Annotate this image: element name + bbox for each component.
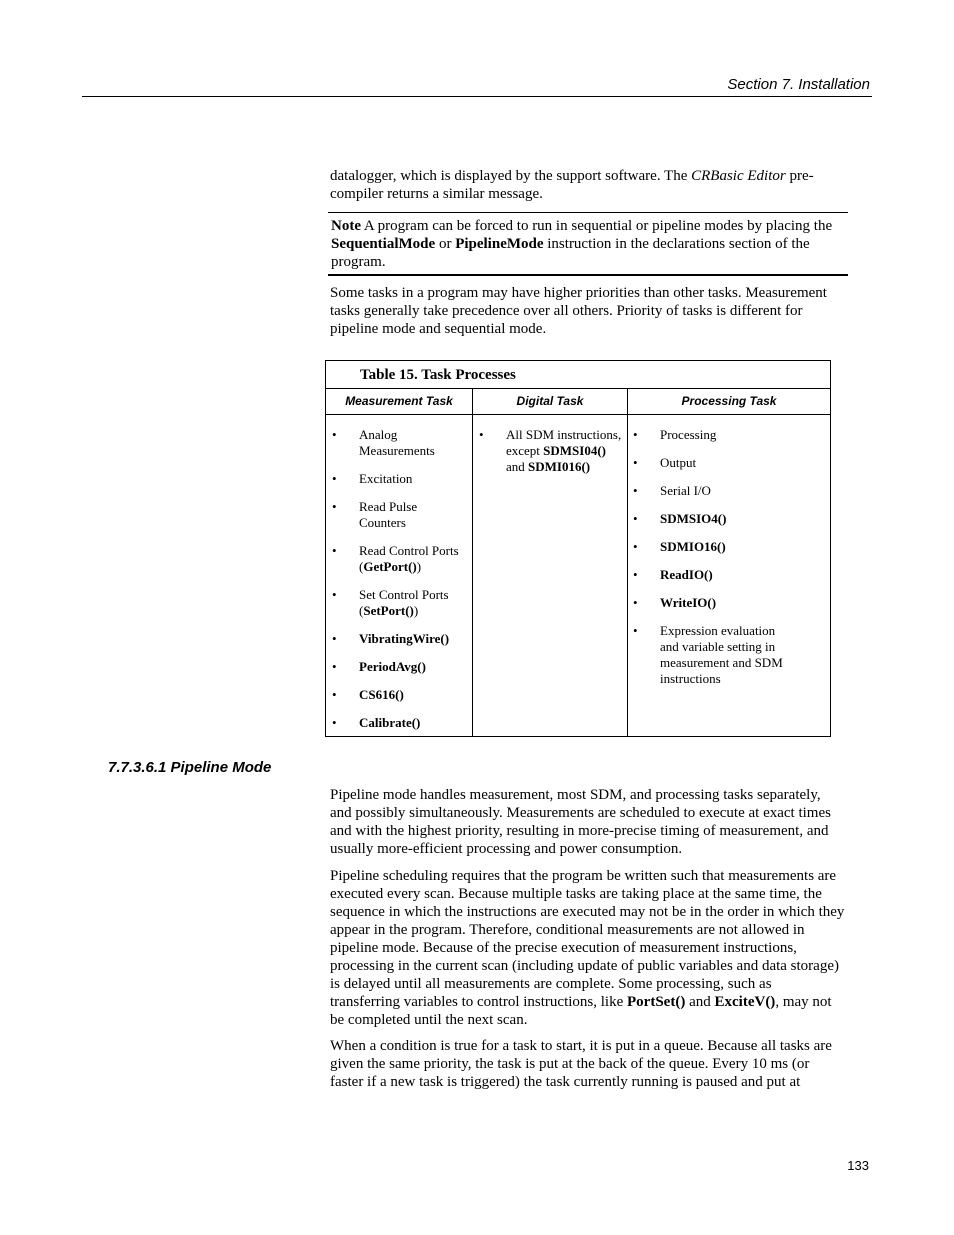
- measurement-task-list: [332, 427, 466, 731]
- pipeline-paragraph-3: When a condition is true for a task to start, it is put in a queue. Because all tasks are given the same priority, the task is put at the back of the queue. Every 10 ms (or faster if a new task is triggered) the task currently running is paused and put at: [330, 1038, 832, 1090]
- list-item: • Analog Measurements: [332, 427, 435, 458]
- column-header-measurement: Measurement Task: [345, 394, 453, 408]
- list-item: • SDMSIO4(): [633, 511, 727, 526]
- list-item: • Expression evaluation and variable setting in measurement and SDM instructions: [633, 623, 783, 686]
- list-item: • Excitation: [332, 471, 413, 486]
- list-item: • ReadIO(): [633, 567, 713, 582]
- digital-task-list: [479, 427, 623, 475]
- list-item: • Processing: [633, 427, 717, 442]
- list-item: • WriteIO(): [633, 595, 717, 610]
- pipeline-paragraph-2: Pipeline scheduling requires that the program be written such that measurements are executed every scan. Because multiple tasks are taking place at the same time, the sequence in which the instructions are executed may not be in the order in which they appear in the program. Therefore, conditional measurements are not allowed in pipeline mode. Because of the precise execution of measurement instructions, processing in the current scan (including update of public variables and data storage) is delayed until all measurements are complete. Some processing, such as transferring variables to control instructions, like PortSet() and ExciteV(), may not be completed until the next scan.: [330, 868, 845, 1028]
- crbasic-editor-term: CRBasic Editor: [691, 168, 786, 184]
- list-item: • Output: [633, 455, 697, 470]
- list-item: • All SDM instructions, except SDMSI04() and SDMI016(): [479, 427, 622, 474]
- intro-paragraph: datalogger, which is displayed by the support software. The CRBasic Editor pre-compiler returns a similar message.: [330, 168, 814, 202]
- page-number: 133: [847, 1158, 869, 1173]
- task-processes-table: [325, 360, 831, 737]
- header-rule: [82, 96, 872, 97]
- table-title: Table 15. Task Processes: [360, 367, 516, 383]
- subsection-heading: 7.7.3.6.1 Pipeline Mode: [108, 759, 272, 776]
- processing-task-list: [633, 427, 825, 687]
- list-item: • VibratingWire(): [332, 631, 450, 646]
- priority-paragraph: Some tasks in a program may have higher priorities than other tasks. Measurement tasks generally take precedence over all others. Priority of tasks is different for pipeline mode and sequential mode.: [330, 285, 827, 337]
- note-label: Note: [331, 218, 361, 234]
- note-box: Note A program can be forced to run in sequential or pipeline modes by placing the SequentialMode or PipelineMode instruction in the declarations section of the program.: [328, 212, 848, 276]
- list-item: • CS616(): [332, 687, 404, 702]
- list-item: • Set Control Ports (SetPort()): [332, 587, 449, 618]
- running-header: Section 7. Installation: [727, 76, 870, 93]
- column-header-digital: Digital Task: [516, 394, 584, 408]
- list-item: • Calibrate(): [332, 715, 421, 730]
- list-item: • Read Control Ports (GetPort()): [332, 543, 459, 574]
- list-item: • PeriodAvg(): [332, 659, 426, 674]
- list-item: • SDMIO16(): [633, 539, 726, 554]
- list-item: • Serial I/O: [633, 483, 711, 498]
- column-header-processing: Processing Task: [681, 394, 777, 408]
- pipeline-paragraph-1: Pipeline mode handles measurement, most SDM, and processing tasks separately, and possibly simultaneously. Measurements are scheduled to execute at exact times and with the highest priority, resulting in more-precise timing of measurement, and usually more-efficient processing and power consumption.: [330, 787, 831, 857]
- list-item: • Read Pulse Counters: [332, 499, 418, 530]
